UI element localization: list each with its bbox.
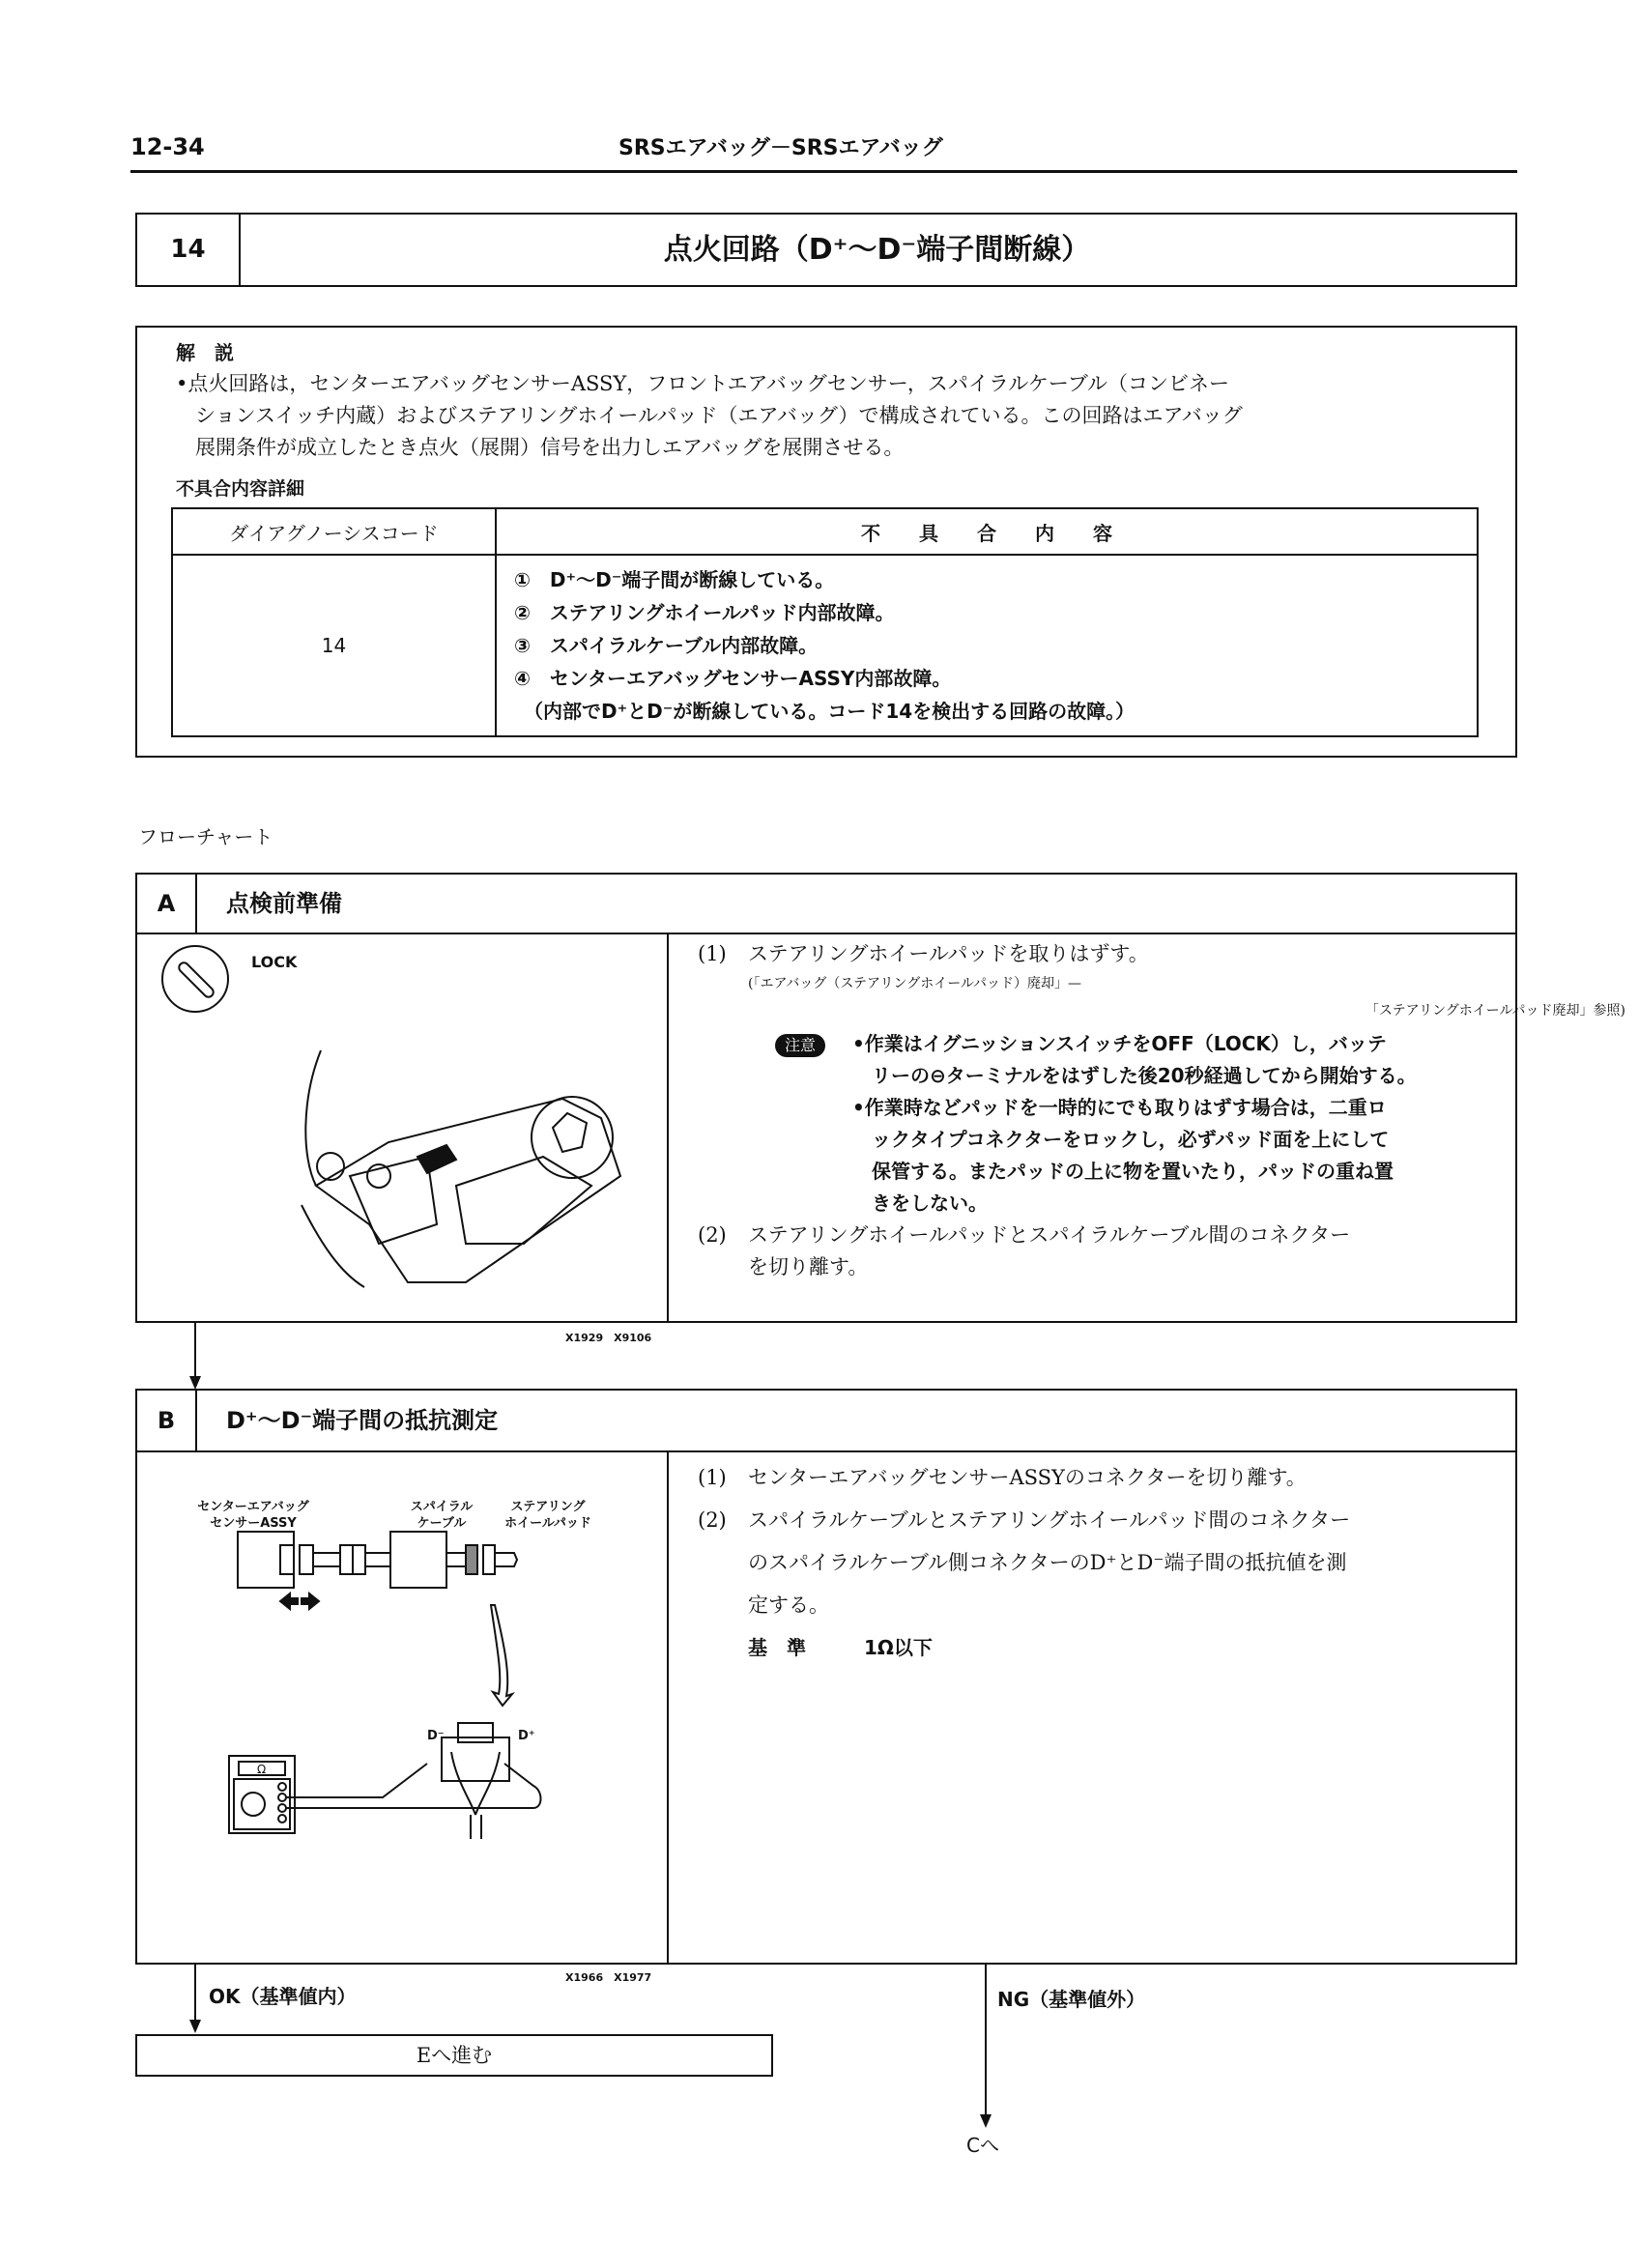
fault-item: ③ スパイラルケーブル内部故障。 (514, 634, 819, 657)
step-a-figure-codes: X1929 X9106 (565, 1332, 652, 1344)
step-text: スパイラルケーブルとステアリングホイールパッド間のコネクター (748, 1508, 1351, 1532)
table-header-code: ダイアグノーシスコード (172, 508, 496, 555)
sensor-label-line: センサーASSY (210, 1516, 297, 1531)
spiral-label-line: ケーブル (417, 1516, 467, 1531)
caution-line: 保管する。またパッドの上に物を置いたり，パッドの重ね置 (872, 1160, 1394, 1183)
step-text: を切り離す。 (748, 1255, 869, 1278)
ignition-lock-icon (162, 946, 228, 1012)
ok-flow-line (194, 1965, 196, 2023)
step-b-figure-codes: X1966 X1977 (565, 1971, 652, 1984)
caution-line: •作業時などパッドを一時的にでも取りはずす場合は，二重ロ (852, 1096, 1387, 1119)
description-line: ションスイッチ内蔵）およびステアリングホイールパッド（エアバッグ）で構成されている。この回路はエアバッグ (195, 404, 1243, 427)
d-minus-label: D⁻ (427, 1729, 445, 1743)
table-cell-detail (496, 555, 1478, 736)
curved-arrow-icon (491, 1605, 512, 1706)
caution-line: ックタイプコネクターをロックし，必ずパッド面を上にして (872, 1128, 1390, 1151)
header-rule (130, 170, 1517, 173)
fault-item: ② ステアリングホイールパッド内部故障。 (514, 601, 895, 624)
step-text: センターエアバッグセンサーASSYのコネクターを切り離す。 (748, 1466, 1307, 1489)
description-line: 展開条件が成立したとき点火（展開）信号を出力しエアバッグを展開させる。 (195, 436, 905, 459)
fault-table (171, 507, 1479, 737)
reference-line: 「ステアリングホイールパッド廃却」参照) (1365, 1003, 1625, 1019)
step-b-title: D⁺～D⁻端子間の抵抗測定 (226, 1407, 499, 1434)
title-text: 点火回路（D⁺～D⁻端子間断線） (663, 233, 1091, 267)
title-box (135, 213, 1517, 287)
step-number: (1) (698, 942, 727, 965)
ng-arrow-icon (980, 2114, 992, 2128)
lock-label: LOCK (251, 953, 298, 971)
title-code: 14 (137, 215, 241, 285)
section-title: SRSエアバッグ－SRSエアバッグ (618, 136, 943, 160)
fault-item: ④ センターエアバッグセンサーASSY内部故障。 (514, 667, 952, 690)
step-a-1 (698, 938, 1625, 970)
pad-label-line: ステアリング (510, 1500, 586, 1514)
detail-heading: 不具合内容詳細 (176, 478, 305, 500)
ng-next-text: Cへ (966, 2134, 999, 2157)
step-a-letter: A (137, 875, 197, 933)
step-a-2 (698, 1220, 1625, 1251)
standard-value: 1Ω以下 (864, 1636, 933, 1659)
step-text: 定する。 (748, 1593, 829, 1617)
step-b-2 (698, 1499, 1350, 1541)
description-heading: 解 説 (176, 341, 234, 364)
page-number: 12-34 (130, 133, 205, 160)
table-cell-code: 14 (172, 555, 496, 736)
table-header-detail: 不 具 合 内 容 (496, 508, 1478, 555)
spiral-label-line: スパイラル (410, 1500, 474, 1514)
step-a-divider (667, 934, 669, 1321)
steering-wheel-illustration (137, 934, 667, 1321)
standard-label: 基 準 (748, 1636, 806, 1659)
ok-label: OK（基準値内） (209, 1985, 357, 2008)
resistance-measurement-diagram (137, 1452, 667, 1965)
step-number: (2) (698, 1223, 727, 1247)
d-plus-label: D⁺ (518, 1729, 535, 1743)
flowchart-label: フローチャート (138, 825, 273, 848)
step-number: (1) (698, 1466, 727, 1489)
pad-label-line: ホイールパッド (504, 1516, 591, 1531)
ok-arrow-icon (189, 2020, 201, 2033)
ng-label: NG（基準値外） (997, 1988, 1146, 2011)
step-a-title: 点検前準備 (226, 890, 342, 917)
caution-line: •作業はイグニッションスイッチをOFF（LOCK）し，バッテ (852, 1032, 1387, 1055)
step-b-divider (667, 1452, 669, 1963)
disconnect-arrows-icon (280, 1593, 319, 1609)
table-row (172, 555, 1478, 736)
step-b-letter: B (137, 1391, 197, 1450)
ok-next-text: Eへ進む (416, 2044, 493, 2067)
description-line: •点火回路は，センターエアバッグセンサーASSY，フロントエアバッグセンサー，スパイラルケーブル（コンビネー (176, 372, 1229, 395)
reference-line: (「エアバッグ（ステアリングホイールパッド）廃却」— (748, 976, 1081, 991)
sensor-label-line: センターエアバッグ (197, 1500, 309, 1514)
svg-text:Ω: Ω (257, 1763, 267, 1776)
step-text: ステアリングホイールパッドを取りはずす。 (748, 942, 1149, 965)
step-text: のスパイラルケーブル側コネクターのD⁺とD⁻端子間の抵抗値を測 (748, 1551, 1347, 1574)
description-body (176, 368, 1243, 464)
ok-next-box (135, 2034, 773, 2077)
caution-line: リーの⊖ターミナルをはずした後20秒経過してから開始する。 (872, 1064, 1417, 1087)
step-b-box (135, 1389, 1517, 1965)
step-a-box (135, 873, 1625, 1323)
caution-line: きをしない。 (872, 1191, 988, 1215)
ng-flow-line (985, 1965, 987, 2119)
fault-item: （内部でD⁺とD⁻が断線している。コード14を検出する回路の故障。） (514, 700, 1136, 723)
fault-item: ① D⁺～D⁻端子間が断線している。 (514, 568, 835, 591)
flow-line (194, 1323, 196, 1381)
flow-arrow-icon (189, 1376, 201, 1390)
step-b-1 (698, 1456, 1350, 1499)
step-number: (2) (698, 1508, 727, 1532)
step-text: ステアリングホイールパッドとスパイラルケーブル間のコネクター (748, 1223, 1351, 1247)
caution-badge: 注意 (775, 1034, 825, 1057)
